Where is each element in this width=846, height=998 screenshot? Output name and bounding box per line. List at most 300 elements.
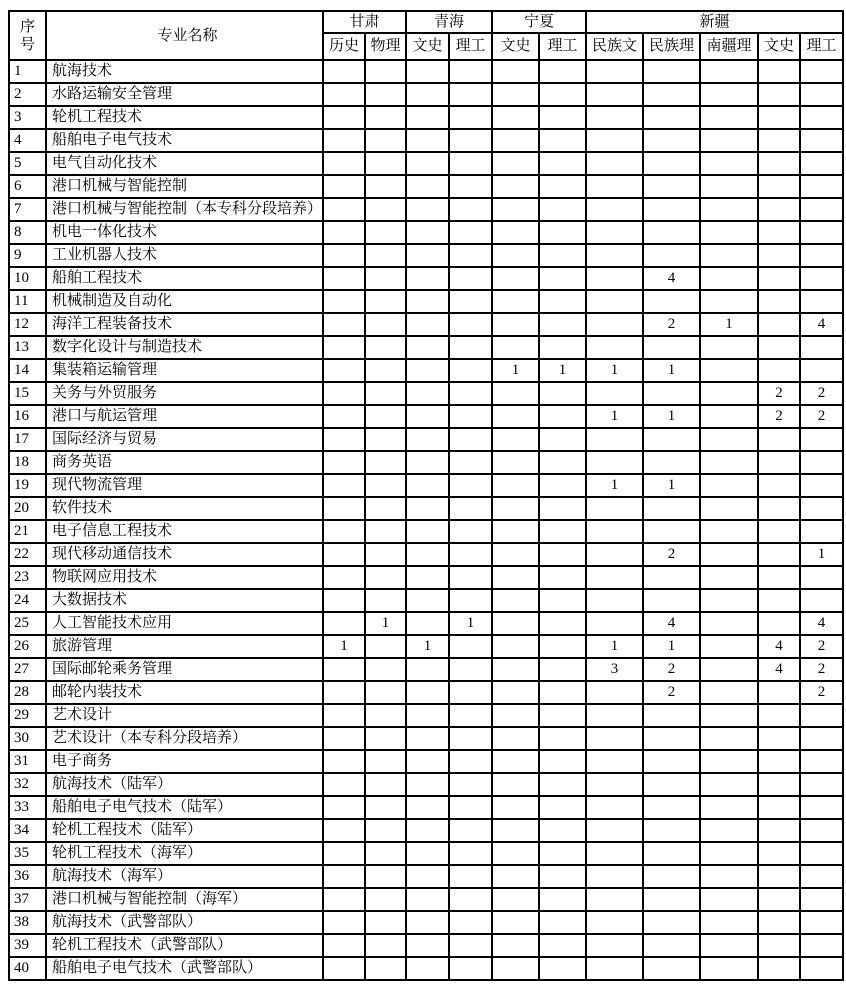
row-number-cell: 14 bbox=[9, 359, 46, 382]
major-name-cell: 船舶工程技术 bbox=[46, 267, 323, 290]
serial-header-line: 号 bbox=[19, 36, 35, 53]
plan-value-cell: 4 bbox=[758, 658, 800, 681]
plan-value-cell bbox=[323, 704, 365, 727]
plan-value-cell bbox=[643, 382, 700, 405]
plan-value-cell bbox=[700, 934, 758, 957]
plan-value-cell bbox=[365, 773, 406, 796]
plan-value-cell bbox=[406, 865, 449, 888]
plan-value-cell bbox=[643, 957, 700, 980]
subject-header: 历史 bbox=[323, 33, 365, 60]
major-name-cell: 电气自动化技术 bbox=[46, 152, 323, 175]
plan-value-cell bbox=[539, 382, 586, 405]
table-row bbox=[9, 405, 843, 428]
plan-value-cell bbox=[323, 451, 365, 474]
plan-value-cell bbox=[365, 819, 406, 842]
plan-value-cell bbox=[800, 336, 843, 359]
major-name-cell: 港口与航运管理 bbox=[46, 405, 323, 428]
plan-value-cell bbox=[539, 83, 586, 106]
plan-value-cell bbox=[406, 612, 449, 635]
plan-value-cell bbox=[758, 428, 800, 451]
plan-value-cell bbox=[449, 658, 492, 681]
row-number-cell: 6 bbox=[9, 175, 46, 198]
plan-value-cell bbox=[492, 405, 539, 428]
plan-value-cell bbox=[800, 566, 843, 589]
major-name-cell: 工业机器人技术 bbox=[46, 244, 323, 267]
plan-value-cell bbox=[492, 681, 539, 704]
row-number-cell: 10 bbox=[9, 267, 46, 290]
row-number-cell: 17 bbox=[9, 428, 46, 451]
major-name-cell: 港口机械与智能控制（本专科分段培养） bbox=[46, 198, 323, 221]
plan-value-cell bbox=[492, 589, 539, 612]
plan-value-cell bbox=[758, 152, 800, 175]
plan-value-cell bbox=[758, 612, 800, 635]
plan-value-cell bbox=[758, 773, 800, 796]
row-number-cell: 40 bbox=[9, 957, 46, 980]
plan-value-cell bbox=[323, 681, 365, 704]
plan-value-cell bbox=[449, 451, 492, 474]
plan-value-cell bbox=[700, 750, 758, 773]
plan-value-cell bbox=[800, 474, 843, 497]
plan-value-cell bbox=[492, 888, 539, 911]
plan-value-cell bbox=[539, 727, 586, 750]
plan-value-cell: 3 bbox=[586, 658, 643, 681]
plan-value-cell bbox=[586, 612, 643, 635]
plan-value-cell bbox=[643, 796, 700, 819]
plan-value-cell bbox=[365, 313, 406, 336]
plan-value-cell bbox=[323, 405, 365, 428]
plan-value-cell bbox=[539, 175, 586, 198]
plan-value-cell bbox=[700, 198, 758, 221]
plan-value-cell bbox=[406, 911, 449, 934]
plan-value-cell bbox=[492, 911, 539, 934]
plan-value-cell bbox=[700, 773, 758, 796]
table-row bbox=[9, 681, 843, 704]
plan-value-cell bbox=[758, 681, 800, 704]
subject-header: 理工 bbox=[539, 33, 586, 60]
table-row bbox=[9, 152, 843, 175]
plan-value-cell bbox=[700, 957, 758, 980]
row-number-cell: 31 bbox=[9, 750, 46, 773]
plan-value-cell bbox=[365, 336, 406, 359]
plan-value-cell bbox=[406, 129, 449, 152]
plan-value-cell bbox=[586, 336, 643, 359]
plan-value-cell bbox=[586, 727, 643, 750]
plan-value-cell bbox=[586, 888, 643, 911]
plan-value-cell bbox=[406, 934, 449, 957]
plan-value-cell bbox=[539, 520, 586, 543]
major-name-cell: 轮机工程技术 bbox=[46, 106, 323, 129]
plan-value-cell bbox=[758, 221, 800, 244]
plan-value-cell bbox=[700, 83, 758, 106]
row-number-cell: 29 bbox=[9, 704, 46, 727]
plan-value-cell bbox=[758, 520, 800, 543]
row-number-cell: 8 bbox=[9, 221, 46, 244]
plan-value-cell bbox=[700, 290, 758, 313]
plan-value-cell: 1 bbox=[800, 543, 843, 566]
plan-value-cell bbox=[700, 612, 758, 635]
row-number-cell: 4 bbox=[9, 129, 46, 152]
plan-value-cell bbox=[492, 152, 539, 175]
plan-value-cell bbox=[323, 934, 365, 957]
province-group-header: 新疆 bbox=[586, 11, 843, 33]
major-name-cell: 集装箱运输管理 bbox=[46, 359, 323, 382]
plan-value-cell bbox=[800, 428, 843, 451]
plan-value-cell bbox=[406, 221, 449, 244]
plan-value-cell bbox=[643, 589, 700, 612]
table-row bbox=[9, 796, 843, 819]
plan-value-cell bbox=[586, 681, 643, 704]
plan-value-cell bbox=[492, 221, 539, 244]
major-name-cell: 数字化设计与制造技术 bbox=[46, 336, 323, 359]
plan-value-cell bbox=[700, 152, 758, 175]
plan-value-cell bbox=[492, 658, 539, 681]
plan-value-cell bbox=[539, 60, 586, 83]
plan-value-cell bbox=[365, 957, 406, 980]
plan-value-cell bbox=[449, 727, 492, 750]
plan-value-cell bbox=[539, 819, 586, 842]
plan-value-cell bbox=[539, 658, 586, 681]
plan-value-cell bbox=[323, 290, 365, 313]
row-number-cell: 39 bbox=[9, 934, 46, 957]
plan-value-cell bbox=[800, 221, 843, 244]
plan-value-cell bbox=[700, 865, 758, 888]
row-number-cell: 20 bbox=[9, 497, 46, 520]
table-row bbox=[9, 566, 843, 589]
plan-value-cell bbox=[406, 727, 449, 750]
plan-value-cell bbox=[365, 267, 406, 290]
plan-value-cell bbox=[406, 497, 449, 520]
plan-value-cell bbox=[365, 842, 406, 865]
plan-value-cell bbox=[643, 842, 700, 865]
plan-value-cell bbox=[323, 750, 365, 773]
plan-value-cell bbox=[758, 129, 800, 152]
major-name-cell: 港口机械与智能控制 bbox=[46, 175, 323, 198]
plan-value-cell bbox=[406, 681, 449, 704]
plan-value-cell bbox=[323, 566, 365, 589]
plan-value-cell bbox=[365, 865, 406, 888]
row-number-cell: 22 bbox=[9, 543, 46, 566]
plan-value-cell bbox=[643, 198, 700, 221]
plan-value-cell bbox=[449, 152, 492, 175]
plan-value-cell bbox=[406, 83, 449, 106]
plan-value-cell bbox=[539, 451, 586, 474]
plan-value-cell bbox=[492, 750, 539, 773]
plan-value-cell bbox=[449, 313, 492, 336]
plan-value-cell bbox=[539, 612, 586, 635]
plan-value-cell: 2 bbox=[643, 313, 700, 336]
plan-value-cell bbox=[643, 773, 700, 796]
plan-value-cell bbox=[492, 244, 539, 267]
plan-value-cell bbox=[700, 497, 758, 520]
plan-value-cell bbox=[758, 198, 800, 221]
major-name-cell: 航海技术（陆军） bbox=[46, 773, 323, 796]
plan-value-cell bbox=[323, 842, 365, 865]
plan-value-cell bbox=[492, 497, 539, 520]
table-row bbox=[9, 635, 843, 658]
plan-value-cell bbox=[539, 934, 586, 957]
plan-value-cell bbox=[539, 543, 586, 566]
plan-value-cell bbox=[492, 267, 539, 290]
plan-value-cell bbox=[492, 129, 539, 152]
major-name-cell: 水路运输安全管理 bbox=[46, 83, 323, 106]
plan-value-cell bbox=[800, 842, 843, 865]
plan-value-cell bbox=[586, 865, 643, 888]
plan-value-cell bbox=[800, 244, 843, 267]
plan-value-cell bbox=[492, 566, 539, 589]
plan-value-cell bbox=[700, 635, 758, 658]
table-row bbox=[9, 773, 843, 796]
plan-value-cell: 1 bbox=[539, 359, 586, 382]
plan-value-cell: 2 bbox=[643, 543, 700, 566]
plan-value-cell bbox=[365, 83, 406, 106]
table-row bbox=[9, 428, 843, 451]
plan-value-cell bbox=[449, 83, 492, 106]
plan-value-cell bbox=[700, 819, 758, 842]
subject-header: 文史 bbox=[758, 33, 800, 60]
plan-value-cell bbox=[586, 106, 643, 129]
plan-value-cell bbox=[449, 198, 492, 221]
plan-value-cell bbox=[539, 221, 586, 244]
plan-value-cell bbox=[758, 842, 800, 865]
plan-value-cell bbox=[492, 336, 539, 359]
plan-value-cell bbox=[800, 198, 843, 221]
plan-value-cell bbox=[643, 106, 700, 129]
plan-value-cell bbox=[406, 106, 449, 129]
plan-value-cell bbox=[323, 106, 365, 129]
major-name-cell: 邮轮内装技术 bbox=[46, 681, 323, 704]
plan-value-cell bbox=[586, 152, 643, 175]
table-row bbox=[9, 911, 843, 934]
plan-value-cell bbox=[406, 543, 449, 566]
row-number-cell: 38 bbox=[9, 911, 46, 934]
plan-value-cell bbox=[406, 313, 449, 336]
plan-value-cell bbox=[365, 474, 406, 497]
plan-value-cell bbox=[643, 60, 700, 83]
plan-value-cell bbox=[492, 934, 539, 957]
plan-value-cell bbox=[449, 750, 492, 773]
plan-value-cell bbox=[758, 704, 800, 727]
plan-value-cell bbox=[406, 451, 449, 474]
plan-value-cell bbox=[492, 773, 539, 796]
plan-value-cell: 1 bbox=[365, 612, 406, 635]
plan-value-cell bbox=[586, 313, 643, 336]
plan-value-cell bbox=[406, 819, 449, 842]
plan-value-cell bbox=[365, 635, 406, 658]
plan-value-cell bbox=[365, 221, 406, 244]
plan-value-cell bbox=[800, 520, 843, 543]
row-number-cell: 3 bbox=[9, 106, 46, 129]
plan-value-cell bbox=[323, 957, 365, 980]
major-name-header: 专业名称 bbox=[46, 11, 323, 60]
plan-value-cell bbox=[365, 911, 406, 934]
plan-value-cell bbox=[800, 773, 843, 796]
plan-value-cell bbox=[492, 175, 539, 198]
subject-header: 物理 bbox=[365, 33, 406, 60]
plan-value-cell bbox=[586, 382, 643, 405]
major-name-cell: 轮机工程技术（陆军） bbox=[46, 819, 323, 842]
admission-plan-table bbox=[8, 10, 844, 981]
major-name-cell: 大数据技术 bbox=[46, 589, 323, 612]
plan-value-cell bbox=[700, 589, 758, 612]
plan-value-cell bbox=[800, 129, 843, 152]
major-name-cell: 港口机械与智能控制（海军） bbox=[46, 888, 323, 911]
table-row bbox=[9, 83, 843, 106]
subject-header: 民族理 bbox=[643, 33, 700, 60]
table-row bbox=[9, 888, 843, 911]
plan-value-cell bbox=[643, 750, 700, 773]
plan-value-cell bbox=[323, 175, 365, 198]
plan-value-cell bbox=[758, 359, 800, 382]
plan-value-cell bbox=[449, 106, 492, 129]
plan-value-cell bbox=[700, 267, 758, 290]
plan-value-cell bbox=[449, 267, 492, 290]
plan-value-cell bbox=[449, 497, 492, 520]
plan-value-cell bbox=[449, 543, 492, 566]
plan-value-cell bbox=[365, 934, 406, 957]
major-name-cell: 航海技术（武警部队） bbox=[46, 911, 323, 934]
plan-value-cell bbox=[323, 313, 365, 336]
plan-value-cell bbox=[449, 474, 492, 497]
plan-value-cell: 1 bbox=[586, 635, 643, 658]
plan-value-cell bbox=[758, 451, 800, 474]
plan-value-cell bbox=[449, 865, 492, 888]
plan-value-cell bbox=[539, 152, 586, 175]
plan-value-cell bbox=[449, 681, 492, 704]
plan-value-cell bbox=[539, 681, 586, 704]
plan-value-cell bbox=[800, 704, 843, 727]
plan-value-cell bbox=[586, 773, 643, 796]
plan-value-cell bbox=[643, 865, 700, 888]
plan-value-cell bbox=[700, 658, 758, 681]
plan-value-cell bbox=[758, 589, 800, 612]
plan-value-cell bbox=[700, 543, 758, 566]
row-number-cell: 15 bbox=[9, 382, 46, 405]
plan-value-cell bbox=[800, 589, 843, 612]
plan-value-cell bbox=[586, 796, 643, 819]
plan-value-cell bbox=[700, 727, 758, 750]
plan-value-cell bbox=[449, 888, 492, 911]
plan-value-cell bbox=[492, 428, 539, 451]
major-name-cell: 船舶电子电气技术 bbox=[46, 129, 323, 152]
table-row bbox=[9, 221, 843, 244]
plan-value-cell bbox=[406, 566, 449, 589]
plan-value-cell bbox=[700, 520, 758, 543]
major-name-cell: 艺术设计 bbox=[46, 704, 323, 727]
plan-value-cell: 1 bbox=[643, 405, 700, 428]
plan-value-cell bbox=[800, 359, 843, 382]
row-number-cell: 36 bbox=[9, 865, 46, 888]
plan-value-cell bbox=[449, 635, 492, 658]
plan-value-cell bbox=[323, 428, 365, 451]
plan-value-cell: 4 bbox=[800, 313, 843, 336]
plan-value-cell bbox=[492, 865, 539, 888]
plan-value-cell: 1 bbox=[643, 474, 700, 497]
plan-value-cell bbox=[323, 520, 365, 543]
subject-header: 文史 bbox=[492, 33, 539, 60]
plan-value-cell bbox=[449, 175, 492, 198]
plan-value-cell bbox=[539, 566, 586, 589]
plan-value-cell bbox=[323, 244, 365, 267]
major-name-cell: 机电一体化技术 bbox=[46, 221, 323, 244]
plan-value-cell bbox=[365, 727, 406, 750]
table-row bbox=[9, 934, 843, 957]
plan-value-cell bbox=[539, 428, 586, 451]
plan-value-cell bbox=[800, 267, 843, 290]
plan-value-cell bbox=[323, 267, 365, 290]
plan-value-cell bbox=[539, 842, 586, 865]
plan-value-cell bbox=[700, 796, 758, 819]
plan-value-cell bbox=[539, 865, 586, 888]
plan-value-cell bbox=[406, 60, 449, 83]
plan-value-cell bbox=[586, 750, 643, 773]
plan-value-cell bbox=[758, 543, 800, 566]
plan-value-cell bbox=[492, 382, 539, 405]
table-row bbox=[9, 382, 843, 405]
major-name-cell: 旅游管理 bbox=[46, 635, 323, 658]
table-row bbox=[9, 497, 843, 520]
plan-value-cell bbox=[586, 819, 643, 842]
plan-value-cell bbox=[586, 290, 643, 313]
plan-value-cell bbox=[758, 750, 800, 773]
plan-value-cell bbox=[700, 106, 758, 129]
plan-value-cell bbox=[406, 796, 449, 819]
table-row bbox=[9, 267, 843, 290]
plan-value-cell bbox=[406, 267, 449, 290]
plan-value-cell bbox=[449, 520, 492, 543]
table-row bbox=[9, 842, 843, 865]
province-group-header: 宁夏 bbox=[492, 11, 586, 33]
plan-value-cell bbox=[492, 290, 539, 313]
major-name-cell: 电子信息工程技术 bbox=[46, 520, 323, 543]
plan-value-cell bbox=[365, 566, 406, 589]
plan-value-cell bbox=[758, 819, 800, 842]
province-group-header: 青海 bbox=[406, 11, 492, 33]
plan-value-cell bbox=[323, 474, 365, 497]
plan-value-cell bbox=[449, 819, 492, 842]
plan-value-cell bbox=[539, 129, 586, 152]
plan-value-cell bbox=[586, 566, 643, 589]
plan-value-cell bbox=[800, 911, 843, 934]
plan-value-cell bbox=[586, 244, 643, 267]
plan-value-cell bbox=[539, 589, 586, 612]
plan-value-cell bbox=[758, 497, 800, 520]
table-row bbox=[9, 704, 843, 727]
plan-value-cell bbox=[643, 451, 700, 474]
plan-value-cell bbox=[800, 819, 843, 842]
plan-value-cell bbox=[800, 796, 843, 819]
plan-value-cell bbox=[449, 589, 492, 612]
row-number-cell: 32 bbox=[9, 773, 46, 796]
plan-value-cell bbox=[539, 704, 586, 727]
plan-value-cell bbox=[365, 60, 406, 83]
plan-value-cell bbox=[323, 359, 365, 382]
plan-value-cell bbox=[643, 520, 700, 543]
plan-value-cell bbox=[449, 129, 492, 152]
table-row bbox=[9, 819, 843, 842]
plan-value-cell bbox=[406, 750, 449, 773]
plan-value-cell bbox=[449, 934, 492, 957]
plan-value-cell bbox=[492, 612, 539, 635]
row-number-cell: 37 bbox=[9, 888, 46, 911]
plan-value-cell bbox=[449, 566, 492, 589]
plan-value-cell bbox=[323, 865, 365, 888]
plan-value-cell bbox=[365, 428, 406, 451]
plan-value-cell bbox=[406, 244, 449, 267]
plan-value-cell bbox=[323, 819, 365, 842]
plan-value-cell bbox=[365, 543, 406, 566]
table-row bbox=[9, 313, 843, 336]
table-row bbox=[9, 60, 843, 83]
